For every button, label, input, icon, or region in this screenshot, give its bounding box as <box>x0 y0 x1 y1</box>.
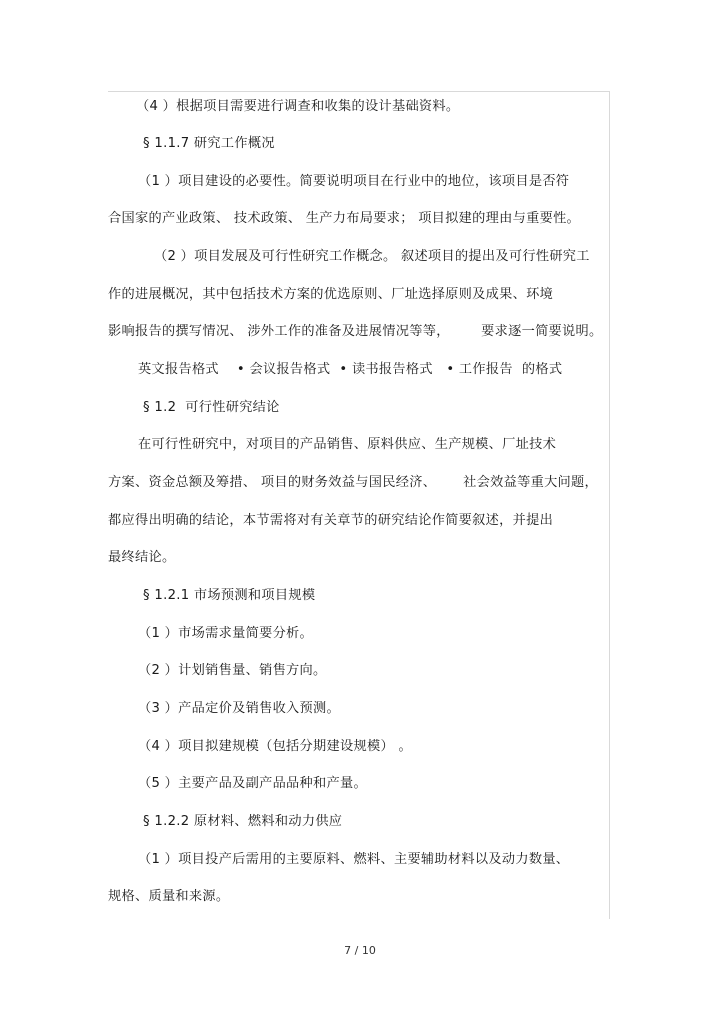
list-item: （2 ）计划销售量、销售方向。 <box>138 663 327 678</box>
list-item: （5 ）主要产品及副产品品种和产量。 <box>138 776 367 791</box>
page-border-right <box>609 91 610 919</box>
text-line: 最终结论。 <box>108 550 176 565</box>
text-line: 英文报告格式 • 会议报告格式 • 读书报告格式 • 工作报告 的格式 <box>138 362 563 377</box>
text-line: 作的进展概况，其中包括技术方案的优选原则、厂址选择原则及成果、环境 <box>108 287 554 302</box>
text-line: 合国家的产业政策、 技术政策、 生产力布局要求； 项目拟建的理由与重要性。 <box>108 211 581 226</box>
text-line: （1 ）项目投产后需用的主要原料、燃料、主要辅助材料以及动力数量、 <box>138 852 570 867</box>
text-line: （4 ）根据项目需要进行调查和收集的设计基础资料。 <box>136 99 460 114</box>
text-line: 方案、资金总额及筹措、 项目的财务效益与国民经济、 社会效益等重大问题， <box>108 475 599 490</box>
list-item: （4 ）项目拟建规模（包括分期建设规模） 。 <box>138 739 412 754</box>
page-border-top <box>108 91 610 92</box>
list-item: （1 ）市场需求量简要分析。 <box>138 626 314 641</box>
list-item: （3 ）产品定价及销售收入预测。 <box>138 701 341 716</box>
text-line: 都应得出明确的结论，本节需将对有关章节的研究结论作简要叙述，并提出 <box>108 513 554 528</box>
section-heading: § 1.2 可行性研究结论 <box>143 400 280 415</box>
section-heading: § 1.2.2 原材料、燃料和动力供应 <box>143 814 343 829</box>
section-heading: § 1.1.7 研究工作概况 <box>143 136 275 151</box>
section-heading: § 1.2.1 市场预测和项目规模 <box>143 588 316 603</box>
text-line: 影响报告的撰写情况、 涉外工作的准备及进展情况等等， 要求逐一简要说明。 <box>108 324 603 339</box>
page-number: 7 / 10 <box>344 944 376 957</box>
text-line: （1 ）项目建设的必要性。简要说明项目在行业中的地位，该项目是否符 <box>138 174 570 189</box>
text-line: 在可行性研究中，对项目的产品销售、原料供应、生产规模、厂址技术 <box>138 437 557 452</box>
text-line: 规格、质量和来源。 <box>108 889 230 904</box>
text-line: （2 ）项目发展及可行性研究工作概念。 叙述项目的提出及可行性研究工 <box>154 249 590 264</box>
